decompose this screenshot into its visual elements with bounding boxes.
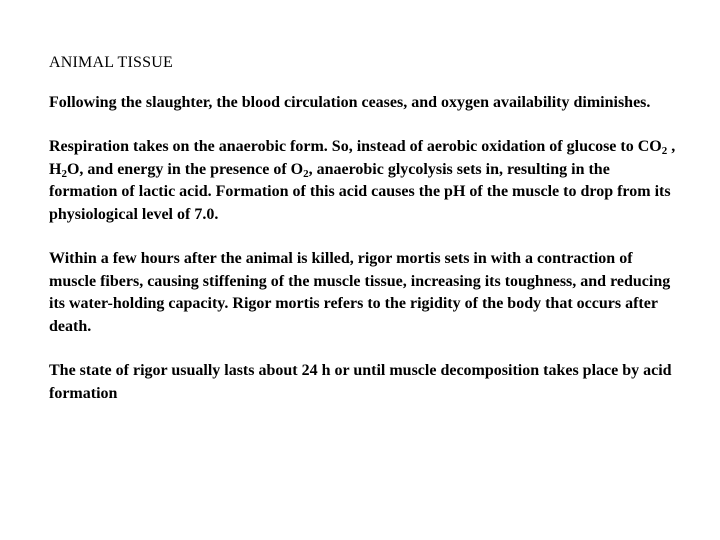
o2-subscript: 2 (303, 167, 309, 180)
paragraph-rigor-duration: The state of rigor usually lasts about 24 h or until muscle decomposition takes place by acid formation (49, 362, 672, 402)
slide-title: ANIMAL TISSUE (49, 54, 173, 71)
paragraph-slaughter: Following the slaughter, the blood circulation ceases, and oxygen availability diminishes. (49, 93, 651, 111)
h2o-subscript: 2 (61, 167, 67, 180)
co2-subscript: 2 (661, 145, 668, 157)
respiration-text-2: , H (49, 138, 676, 178)
paragraph-rigor-mortis: Within a few hours after the animal is killed, rigor mortis sets in with a contraction of muscle fibers, causing stiffening of the muscle tissue, increasing its toughness, and reducing its water-holding capacity. Rigor mortis refers to the rigidity of the body that occurs after death. (49, 250, 671, 335)
paragraph-respiration (49, 136, 679, 226)
respiration-text-3: O, and energy in the presence of O (66, 160, 304, 178)
respiration-text-1: Respiration takes on the anaerobic form. So, instead of aerobic oxidation of glucose to CO (49, 138, 662, 155)
slide-content (49, 52, 679, 427)
respiration-text-4: , anaerobic glycolysis sets in, resulting in the formation of lactic acid. Formation of this acid causes the pH of the muscle to drop from its physiological level of 7.0. (49, 160, 671, 223)
